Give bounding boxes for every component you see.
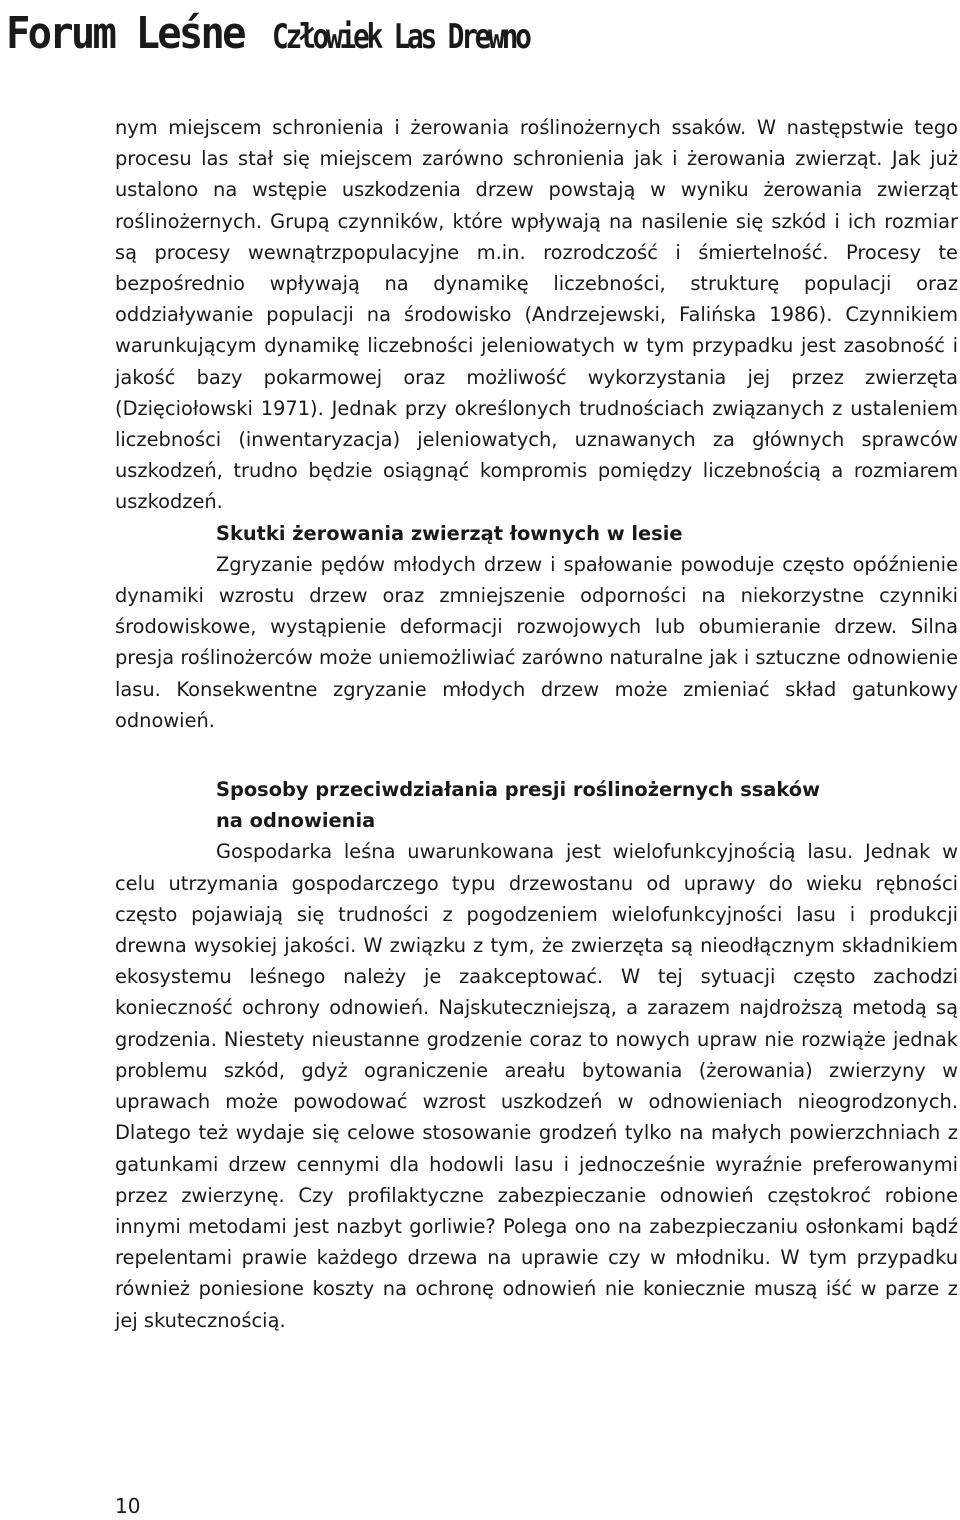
paragraph-effects: Zgryzanie pędów młodych drzew i spałowanie powoduje często opóźnienie dynamiki wzrostu drzew oraz zmniejszenie odporności na niekorzystne czynniki środowiskowe, wystąpienie deformacji rozwojowych lub obumieranie drzew. Silna presja roślinożerców może uniemożliwiać zarówno naturalne jak i sztuczne odnowienie lasu. Konsekwentne zgryzanie młodych drzew może zmieniać skład gatunkowy odnowień.: [115, 552, 958, 732]
journal-subtitle: Człowiek Las Drewno: [272, 17, 530, 57]
section-heading-prevention: [115, 774, 958, 836]
section-heading-prevention-line-1: Sposoby przeciwdziałania presji roślinożernych ssaków: [216, 778, 820, 802]
article-body: [115, 112, 958, 1336]
section-heading-prevention-line-2: na odnowienia: [216, 809, 376, 833]
page-number: 10: [115, 1494, 141, 1518]
page-header: [6, 8, 585, 58]
paragraph-continuation: nym miejscem schronienia i żerowania roślinożernych ssaków. W następstwie tego procesu las stał się miejscem zarówno schronienia jak i żerowania zwierząt. Jak już ustalono na wstępie uszkodzenia drzew powstają w wyniku żerowania zwierząt roślinożernych. Grupą czynników, które wpływają na nasilenie się szkód i ich rozmiar są procesy wewnątrzpopulacyjne m.in. rozrodczość i śmiertelność. Procesy te bezpośrednio wpływają na dynamikę liczebności, strukturę populacji oraz oddziaływanie populacji na środowisko (Andrzejewski, Falińska 1986). Czynnikiem warunkującym dynamikę liczebności jeleniowatych w tym przypadku jest zasobność i jakość bazy pokarmowej oraz możliwość wykorzystania jej przez zwierzęta (Dzięciołowski 1971). Jednak przy określonych trudnościach związanych z ustaleniem liczebności (inwentaryzacja) jeleniowatych, uznawanych za głównych sprawców uszkodzeń, trudno będzie osiągnąć kompromis pomiędzy liczebnością a rozmiarem uszkodzeń.: [115, 116, 958, 514]
paragraph-prevention: Gospodarka leśna uwarunkowana jest wielofunkcyjnością lasu. Jednak w celu utrzymania gospodarczego typu drzewostanu od uprawy do wieku rębności często pojawiają się trudności z pogodzeniem wielofunkcyjności lasu i produkcji drewna wysokiej jakości. W związku z tym, że zwierzęta są nieodłącznym składnikiem ekosystemu leśnego należy je zaakceptować. W tej sytuacji często zachodzi konieczność ochrony odnowień. Najskuteczniejszą, a zarazem najdroższą metodą są grodzenia. Niestety nieustanne grodzenie coraz to nowych upraw nie rozwiąże jednak problemu szkód, gdyż ograniczenie areału bytowania (żerowania) zwierzyny w uprawach może powodować wzrost uszkodzeń w odnowieniach nieogrodzonych. Dlatego też wydaje się celowe stosowanie grodzeń tylko na małych powierzchniach z gatunkami drzew cennymi dla hodowli lasu i jednocześnie wyraźnie preferowanymi przez zwierzynę. Czy profilaktyczne zabezpieczanie odnowień częstokroć robione innymi metodami jest nazbyt gorliwie? Polega ono na zabezpieczaniu osłonkami bądź repelentami prawie każdego drzewa na uprawie czy w młodniku. W tym przypadku również poniesione koszty na ochronę odnowień nie koniecznie muszą iść w parze z jej skutecznością.: [115, 840, 958, 1332]
section-heading-effects: Skutki żerowania zwierząt łownych w lesie: [216, 521, 683, 545]
journal-title: Forum Leśne: [6, 8, 244, 59]
